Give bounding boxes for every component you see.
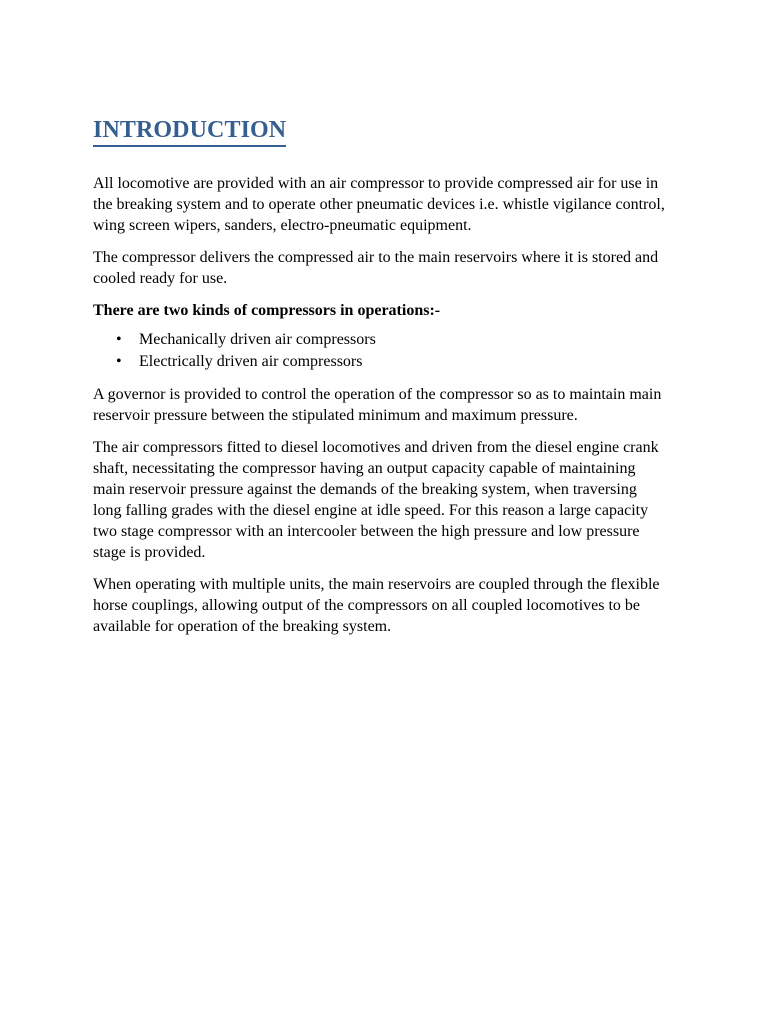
paragraph-diesel: The air compressors fitted to diesel locomotives and driven from the diesel engine crank shaft, necessitating the compressor having an output capacity capable of maintaining main reservoir pressure against the demands of the breaking system, when traversing long falling grades with the diesel engine at idle speed. For this reason a large capacity two stage compressor with an intercooler between the high pressure and low pressure stage is provided. xyxy=(93,439,659,561)
paragraph-governor: A governor is provided to control the operation of the compressor so as to maintain main reservoir pressure between the stipulated minimum and maximum pressure. xyxy=(93,386,662,424)
bullet-icon: • xyxy=(116,353,122,370)
list-heading: There are two kinds of compressors in operations:- xyxy=(93,302,441,319)
page-title: INTRODUCTION xyxy=(93,116,286,147)
list-item xyxy=(93,351,668,373)
paragraph-reservoirs: The compressor delivers the compressed air to the main reservoirs where it is stored and cooled ready for use. xyxy=(93,249,659,287)
paragraph-intro: All locomotive are provided with an air compressor to provide compressed air for use in the breaking system and to operate other pneumatic devices i.e. whistle vigilance control, wing screen wipers, sanders, electro-pneumatic equipment. xyxy=(93,175,665,234)
list-item-text: Mechanically driven air compressors xyxy=(139,331,376,348)
list-item xyxy=(93,329,668,351)
bullet-icon: • xyxy=(116,331,122,348)
compressor-types-list xyxy=(93,329,668,373)
list-item-text: Electrically driven air compressors xyxy=(139,353,363,370)
paragraph-multiple-units: When operating with multiple units, the main reservoirs are coupled through the flexible horse couplings, allowing output of the compressors on all coupled locomotives to be available for operation of the breaking system. xyxy=(93,576,660,635)
